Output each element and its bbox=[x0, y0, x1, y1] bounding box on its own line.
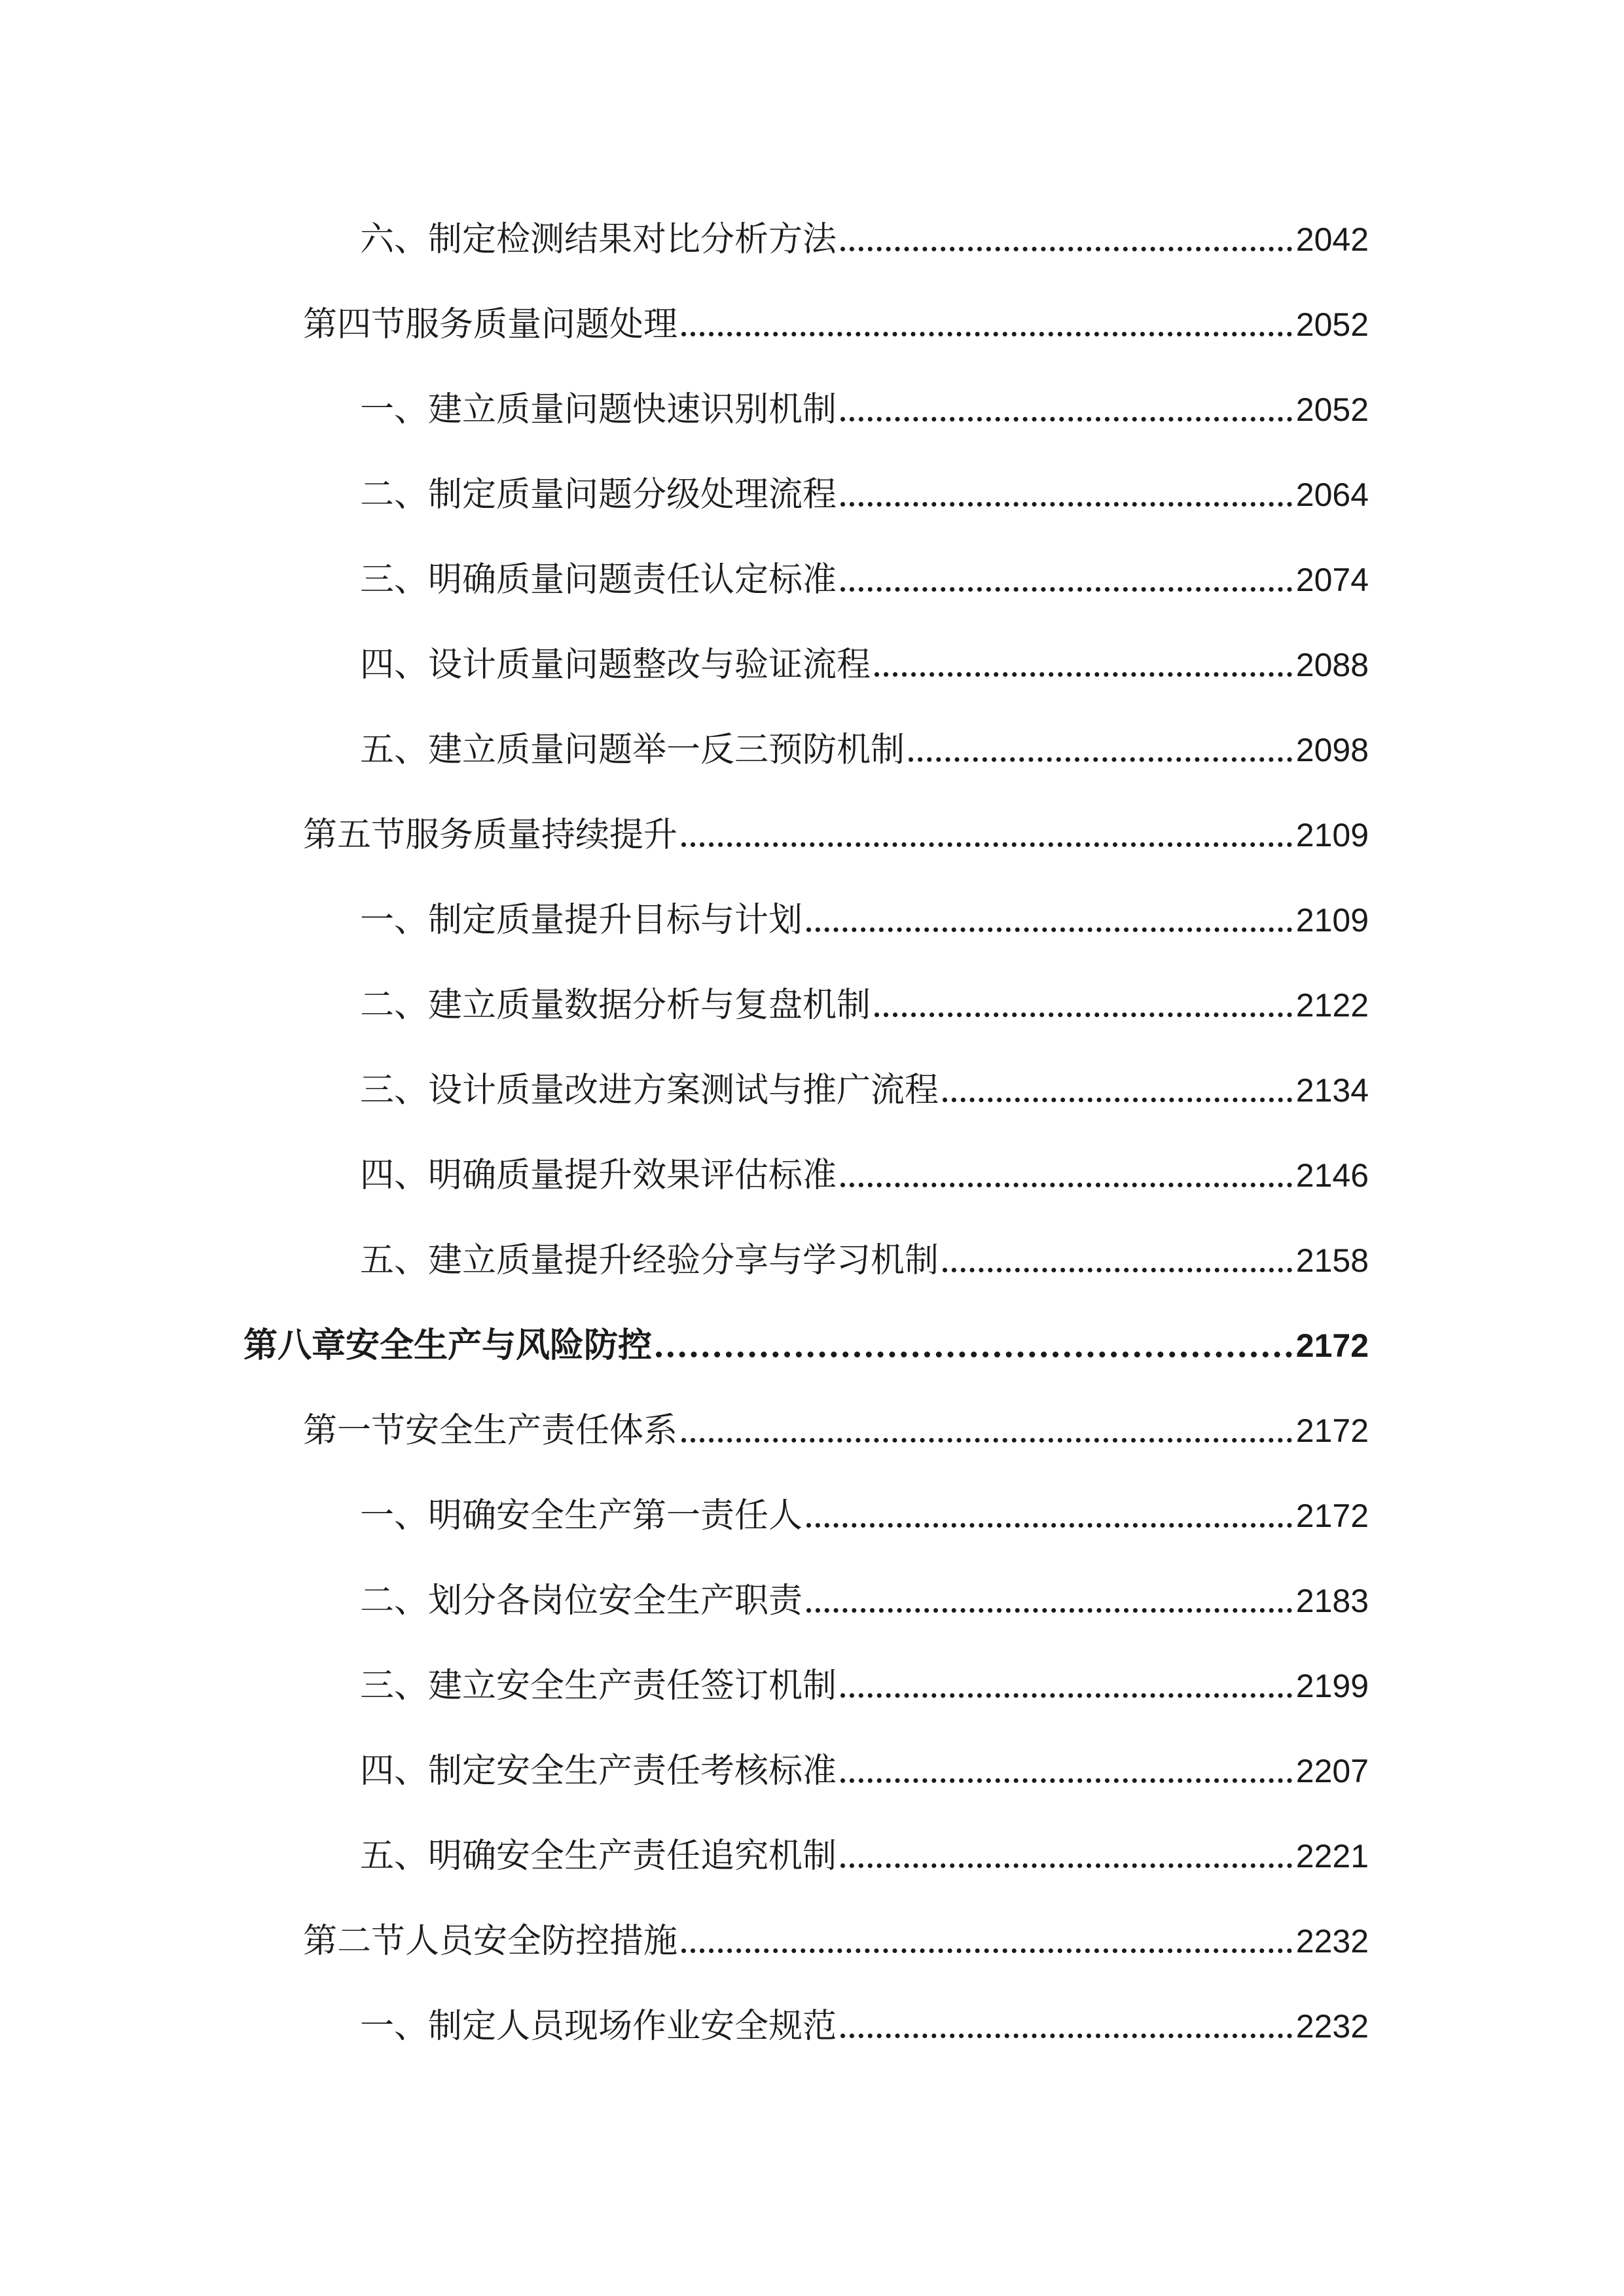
toc-leader-dots bbox=[840, 1745, 1292, 1797]
toc-entry[interactable] bbox=[360, 1490, 1369, 1542]
toc-entry-page: 2052 bbox=[1295, 391, 1369, 428]
toc-leader-dots bbox=[875, 639, 1292, 691]
toc-entry-page: 2109 bbox=[1295, 817, 1369, 853]
toc-entry[interactable] bbox=[360, 979, 1369, 1031]
toc-entry-title: 第一节安全生产责任体系 bbox=[303, 1411, 678, 1450]
toc-entry-title: 三、建立安全生产责任签订机制 bbox=[360, 1666, 837, 1706]
toc-entry-title: 三、设计质量改进方案测试与推广流程 bbox=[360, 1071, 939, 1110]
toc-entry-title: 五、建立质量问题举一反三预防机制 bbox=[360, 730, 905, 770]
toc-entry-page: 2064 bbox=[1295, 476, 1369, 513]
toc-leader-dots bbox=[806, 1490, 1292, 1542]
toc-entry-title: 六、制定检测结果对比分析方法 bbox=[360, 220, 837, 259]
toc-entry-title: 三、明确质量问题责任认定标准 bbox=[360, 560, 837, 600]
toc-entry-title: 一、制定人员现场作业安全规范 bbox=[360, 2007, 837, 2046]
toc-entry-page: 2183 bbox=[1295, 1583, 1369, 1619]
toc-entry-page: 2109 bbox=[1295, 902, 1369, 939]
toc-entry[interactable] bbox=[360, 1064, 1369, 1117]
toc-entry[interactable] bbox=[360, 384, 1369, 436]
toc-entry[interactable] bbox=[360, 1660, 1369, 1712]
toc-entry-page: 2207 bbox=[1295, 1753, 1369, 1789]
toc-entry-page: 2134 bbox=[1295, 1072, 1369, 1109]
toc-entry-title: 二、划分各岗位安全生产职责 bbox=[360, 1581, 803, 1621]
toc-entry[interactable] bbox=[303, 1915, 1369, 1967]
toc-leader-dots bbox=[840, 1149, 1292, 1202]
toc-entry[interactable] bbox=[360, 2000, 1369, 2053]
toc-entry-title: 四、设计质量问题整改与验证流程 bbox=[360, 645, 871, 685]
toc-entry[interactable] bbox=[360, 724, 1369, 776]
toc-entry-title: 五、建立质量提升经验分享与学习机制 bbox=[360, 1241, 939, 1280]
toc-entry-page: 2232 bbox=[1295, 2008, 1369, 2045]
toc-entry-page: 2098 bbox=[1295, 732, 1369, 768]
toc-entry-title: 四、制定安全生产责任考核标准 bbox=[360, 1751, 837, 1791]
toc-entry-title: 五、明确安全生产责任追究机制 bbox=[360, 1837, 837, 1876]
toc-entry-title: 二、制定质量问题分级处理流程 bbox=[360, 475, 837, 514]
toc-leader-dots bbox=[681, 1915, 1292, 1967]
toc-entry-title: 第二节人员安全防控措施 bbox=[303, 1922, 678, 1961]
toc-leader-dots bbox=[840, 469, 1292, 521]
toc-entry-page: 2172 bbox=[1295, 1327, 1369, 1364]
toc-leader-dots bbox=[909, 724, 1292, 776]
toc-leader-dots bbox=[875, 979, 1292, 1031]
toc-entry[interactable] bbox=[360, 639, 1369, 691]
toc-entry-page: 2232 bbox=[1295, 1923, 1369, 1960]
toc-entry-page: 2122 bbox=[1295, 987, 1369, 1024]
toc-leader-dots bbox=[681, 809, 1292, 861]
toc-entry-page: 2172 bbox=[1295, 1498, 1369, 1534]
toc-leader-dots bbox=[840, 1660, 1292, 1712]
toc-leader-dots bbox=[840, 213, 1292, 266]
toc-entry-page: 2221 bbox=[1295, 1838, 1369, 1874]
toc-entry[interactable] bbox=[360, 1575, 1369, 1627]
toc-entry-title: 一、建立质量问题快速识别机制 bbox=[360, 390, 837, 429]
toc-leader-dots bbox=[840, 384, 1292, 436]
toc-entry[interactable] bbox=[360, 554, 1369, 606]
toc-entry[interactable] bbox=[360, 213, 1369, 266]
toc-entry-title: 第八章安全生产与风险防控 bbox=[244, 1326, 653, 1365]
toc-entry-page: 2158 bbox=[1295, 1242, 1369, 1279]
toc-entry-page: 2172 bbox=[1295, 1412, 1369, 1449]
toc-entry-page: 2052 bbox=[1295, 306, 1369, 343]
toc-entry[interactable] bbox=[303, 298, 1369, 351]
toc-leader-dots bbox=[656, 1319, 1292, 1372]
toc-entry-page: 2088 bbox=[1295, 647, 1369, 683]
toc-entry-title: 四、明确质量提升效果评估标准 bbox=[360, 1156, 837, 1195]
toc-entry[interactable] bbox=[360, 1234, 1369, 1287]
toc-entry-page: 2074 bbox=[1295, 562, 1369, 598]
toc-leader-dots bbox=[840, 554, 1292, 606]
toc-leader-dots bbox=[943, 1234, 1292, 1287]
toc-leader-dots bbox=[681, 298, 1292, 351]
toc-entry-title: 二、建立质量数据分析与复盘机制 bbox=[360, 986, 871, 1025]
toc-entry-title: 一、制定质量提升目标与计划 bbox=[360, 901, 803, 940]
toc-entry-page: 2146 bbox=[1295, 1157, 1369, 1194]
toc-leader-dots bbox=[806, 1575, 1292, 1627]
toc-entry-title: 第四节服务质量问题处理 bbox=[303, 305, 678, 344]
toc-entry-title: 一、明确安全生产第一责任人 bbox=[360, 1496, 803, 1535]
toc-leader-dots bbox=[806, 894, 1292, 946]
toc-entry[interactable] bbox=[360, 1149, 1369, 1202]
toc-leader-dots bbox=[943, 1064, 1292, 1117]
toc-entry-page: 2199 bbox=[1295, 1668, 1369, 1704]
toc-entry[interactable] bbox=[360, 469, 1369, 521]
toc-entry[interactable] bbox=[303, 1405, 1369, 1457]
toc-entry[interactable] bbox=[360, 1745, 1369, 1797]
toc-entry-title: 第五节服务质量持续提升 bbox=[303, 816, 678, 855]
toc-entry-chapter[interactable] bbox=[244, 1319, 1369, 1372]
toc-entry[interactable] bbox=[360, 1830, 1369, 1882]
toc-entry[interactable] bbox=[360, 894, 1369, 946]
toc-leader-dots bbox=[840, 2000, 1292, 2053]
toc-entry[interactable] bbox=[303, 809, 1369, 861]
toc-entry-page: 2042 bbox=[1295, 221, 1369, 258]
toc-leader-dots bbox=[681, 1405, 1292, 1457]
toc-leader-dots bbox=[840, 1830, 1292, 1882]
